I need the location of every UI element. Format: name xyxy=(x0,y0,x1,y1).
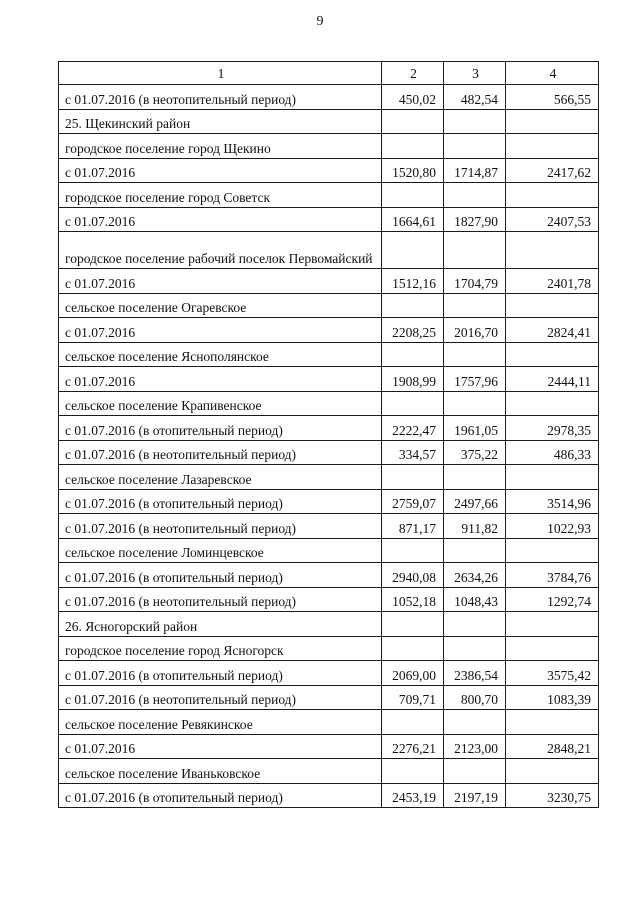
table-body xyxy=(59,62,599,808)
value-cell-col2 xyxy=(382,232,444,269)
row-label-cell: с 01.07.2016 (в отопительный период) xyxy=(59,661,382,686)
row-label-cell: сельское поселение Ревякинское xyxy=(59,710,382,735)
table-row xyxy=(59,489,599,514)
table-row xyxy=(59,587,599,612)
value-cell-col3: 1827,90 xyxy=(444,207,506,232)
value-cell-col4 xyxy=(506,232,599,269)
table-row xyxy=(59,342,599,367)
table-row xyxy=(59,514,599,539)
value-cell-col3: 375,22 xyxy=(444,440,506,465)
value-cell-col3: 2634,26 xyxy=(444,563,506,588)
value-cell-col2: 1908,99 xyxy=(382,367,444,392)
value-cell-col4: 3784,76 xyxy=(506,563,599,588)
table-row xyxy=(59,269,599,294)
row-label-cell: 26. Ясногорский район xyxy=(59,612,382,637)
value-cell-col2: 2069,00 xyxy=(382,661,444,686)
value-cell-col2 xyxy=(382,134,444,159)
row-label-cell: с 01.07.2016 xyxy=(59,207,382,232)
value-cell-col4 xyxy=(506,759,599,784)
row-label-cell: с 01.07.2016 (в неотопительный период) xyxy=(59,440,382,465)
table-row xyxy=(59,563,599,588)
row-label-cell: городское поселение город Щекино xyxy=(59,134,382,159)
table-row xyxy=(59,685,599,710)
table-row xyxy=(59,783,599,808)
value-cell-col3: 1714,87 xyxy=(444,158,506,183)
row-label-cell: сельское поселение Крапивенское xyxy=(59,391,382,416)
row-label-cell: городское поселение город Советск xyxy=(59,183,382,208)
value-cell-col2 xyxy=(382,538,444,563)
value-cell-col2: 450,02 xyxy=(382,85,444,110)
value-cell-col2: 2453,19 xyxy=(382,783,444,808)
value-cell-col3 xyxy=(444,293,506,318)
value-cell-col4: 486,33 xyxy=(506,440,599,465)
table-row xyxy=(59,207,599,232)
value-cell-col3: 2197,19 xyxy=(444,783,506,808)
value-cell-col3 xyxy=(444,109,506,134)
value-cell-col2 xyxy=(382,465,444,490)
table-row xyxy=(59,158,599,183)
value-cell-col2: 2276,21 xyxy=(382,734,444,759)
value-cell-col2: 2222,47 xyxy=(382,416,444,441)
table-row xyxy=(59,759,599,784)
value-cell-col2: 2759,07 xyxy=(382,489,444,514)
value-cell-col4 xyxy=(506,342,599,367)
table-row xyxy=(59,134,599,159)
row-label-cell: с 01.07.2016 xyxy=(59,734,382,759)
table-row xyxy=(59,318,599,343)
row-label-cell: с 01.07.2016 (в отопительный период) xyxy=(59,416,382,441)
value-cell-col3: 2497,66 xyxy=(444,489,506,514)
row-label-cell: с 01.07.2016 xyxy=(59,318,382,343)
value-cell-col3 xyxy=(444,636,506,661)
value-cell-col2 xyxy=(382,293,444,318)
table-row xyxy=(59,232,599,269)
row-label-cell: с 01.07.2016 (в неотопительный период) xyxy=(59,85,382,110)
value-cell-col4 xyxy=(506,538,599,563)
value-cell-col4 xyxy=(506,183,599,208)
page-number: 9 xyxy=(316,14,324,29)
value-cell-col3: 1961,05 xyxy=(444,416,506,441)
row-label-cell: сельское поселение Яснополянское xyxy=(59,342,382,367)
value-cell-col3: 2123,00 xyxy=(444,734,506,759)
value-cell-col3 xyxy=(444,183,506,208)
table-row xyxy=(59,661,599,686)
value-cell-col4 xyxy=(506,710,599,735)
value-cell-col2: 2208,25 xyxy=(382,318,444,343)
row-label-cell: сельское поселение Иваньковское xyxy=(59,759,382,784)
value-cell-col3: 1048,43 xyxy=(444,587,506,612)
table-row xyxy=(59,416,599,441)
row-label-cell: с 01.07.2016 (в неотопительный период) xyxy=(59,514,382,539)
table-row xyxy=(59,85,599,110)
value-cell-col4: 1083,39 xyxy=(506,685,599,710)
value-cell-col2: 1664,61 xyxy=(382,207,444,232)
value-cell-col4: 1022,93 xyxy=(506,514,599,539)
table-row xyxy=(59,734,599,759)
value-cell-col4 xyxy=(506,134,599,159)
value-cell-col2: 871,17 xyxy=(382,514,444,539)
value-cell-col3: 1757,96 xyxy=(444,367,506,392)
tariff-table xyxy=(58,61,599,808)
value-cell-col3 xyxy=(444,465,506,490)
row-label-cell: 25. Щекинский район xyxy=(59,109,382,134)
value-cell-col4: 2444,11 xyxy=(506,367,599,392)
row-label-cell: с 01.07.2016 xyxy=(59,367,382,392)
value-cell-col4: 2417,62 xyxy=(506,158,599,183)
value-cell-col2 xyxy=(382,183,444,208)
value-cell-col2 xyxy=(382,710,444,735)
value-cell-col3 xyxy=(444,232,506,269)
value-cell-col4: 2978,35 xyxy=(506,416,599,441)
column-header-3: 3 xyxy=(444,62,506,85)
value-cell-col4: 2848,21 xyxy=(506,734,599,759)
value-cell-col4: 1292,74 xyxy=(506,587,599,612)
value-cell-col4 xyxy=(506,612,599,637)
table-header-row xyxy=(59,62,599,85)
value-cell-col4: 2824,41 xyxy=(506,318,599,343)
row-label-cell: городское поселение город Ясногорск xyxy=(59,636,382,661)
row-label-cell: городское поселение рабочий поселок Первомайский xyxy=(59,232,382,269)
value-cell-col2: 1052,18 xyxy=(382,587,444,612)
value-cell-col4: 2407,53 xyxy=(506,207,599,232)
value-cell-col4 xyxy=(506,293,599,318)
column-header-2: 2 xyxy=(382,62,444,85)
column-header-1: 1 xyxy=(59,62,382,85)
table-row xyxy=(59,367,599,392)
table-row xyxy=(59,636,599,661)
value-cell-col3: 1704,79 xyxy=(444,269,506,294)
value-cell-col2 xyxy=(382,109,444,134)
row-label-cell: с 01.07.2016 xyxy=(59,269,382,294)
row-label-cell: сельское поселение Огаревское xyxy=(59,293,382,318)
value-cell-col2 xyxy=(382,342,444,367)
value-cell-col3: 2016,70 xyxy=(444,318,506,343)
value-cell-col4: 3575,42 xyxy=(506,661,599,686)
value-cell-col2: 334,57 xyxy=(382,440,444,465)
table-row xyxy=(59,391,599,416)
value-cell-col3 xyxy=(444,134,506,159)
value-cell-col4: 2401,78 xyxy=(506,269,599,294)
table-row xyxy=(59,293,599,318)
column-header-4: 4 xyxy=(506,62,599,85)
value-cell-col4: 566,55 xyxy=(506,85,599,110)
row-label-cell: с 01.07.2016 (в неотопительный период) xyxy=(59,587,382,612)
row-label-cell: с 01.07.2016 (в отопительный период) xyxy=(59,783,382,808)
table-row xyxy=(59,612,599,637)
value-cell-col3 xyxy=(444,391,506,416)
table-row xyxy=(59,183,599,208)
value-cell-col2: 1512,16 xyxy=(382,269,444,294)
value-cell-col2: 709,71 xyxy=(382,685,444,710)
row-label-cell: сельское поселение Лазаревское xyxy=(59,465,382,490)
value-cell-col2 xyxy=(382,391,444,416)
value-cell-col3 xyxy=(444,342,506,367)
value-cell-col3: 482,54 xyxy=(444,85,506,110)
value-cell-col3 xyxy=(444,538,506,563)
value-cell-col4 xyxy=(506,109,599,134)
value-cell-col4 xyxy=(506,391,599,416)
value-cell-col2: 1520,80 xyxy=(382,158,444,183)
value-cell-col2 xyxy=(382,612,444,637)
value-cell-col2 xyxy=(382,636,444,661)
value-cell-col3: 800,70 xyxy=(444,685,506,710)
value-cell-col3 xyxy=(444,710,506,735)
value-cell-col2: 2940,08 xyxy=(382,563,444,588)
table-row xyxy=(59,710,599,735)
value-cell-col3 xyxy=(444,759,506,784)
value-cell-col2 xyxy=(382,759,444,784)
value-cell-col4 xyxy=(506,465,599,490)
table-row xyxy=(59,440,599,465)
row-label-cell: с 01.07.2016 (в неотопительный период) xyxy=(59,685,382,710)
value-cell-col4: 3230,75 xyxy=(506,783,599,808)
value-cell-col3: 911,82 xyxy=(444,514,506,539)
value-cell-col4: 3514,96 xyxy=(506,489,599,514)
table-row xyxy=(59,465,599,490)
row-label-cell: с 01.07.2016 xyxy=(59,158,382,183)
table-row xyxy=(59,538,599,563)
row-label-cell: с 01.07.2016 (в отопительный период) xyxy=(59,489,382,514)
table-row xyxy=(59,109,599,134)
row-label-cell: сельское поселение Ломинцевское xyxy=(59,538,382,563)
value-cell-col4 xyxy=(506,636,599,661)
value-cell-col3: 2386,54 xyxy=(444,661,506,686)
value-cell-col3 xyxy=(444,612,506,637)
row-label-cell: с 01.07.2016 (в отопительный период) xyxy=(59,563,382,588)
